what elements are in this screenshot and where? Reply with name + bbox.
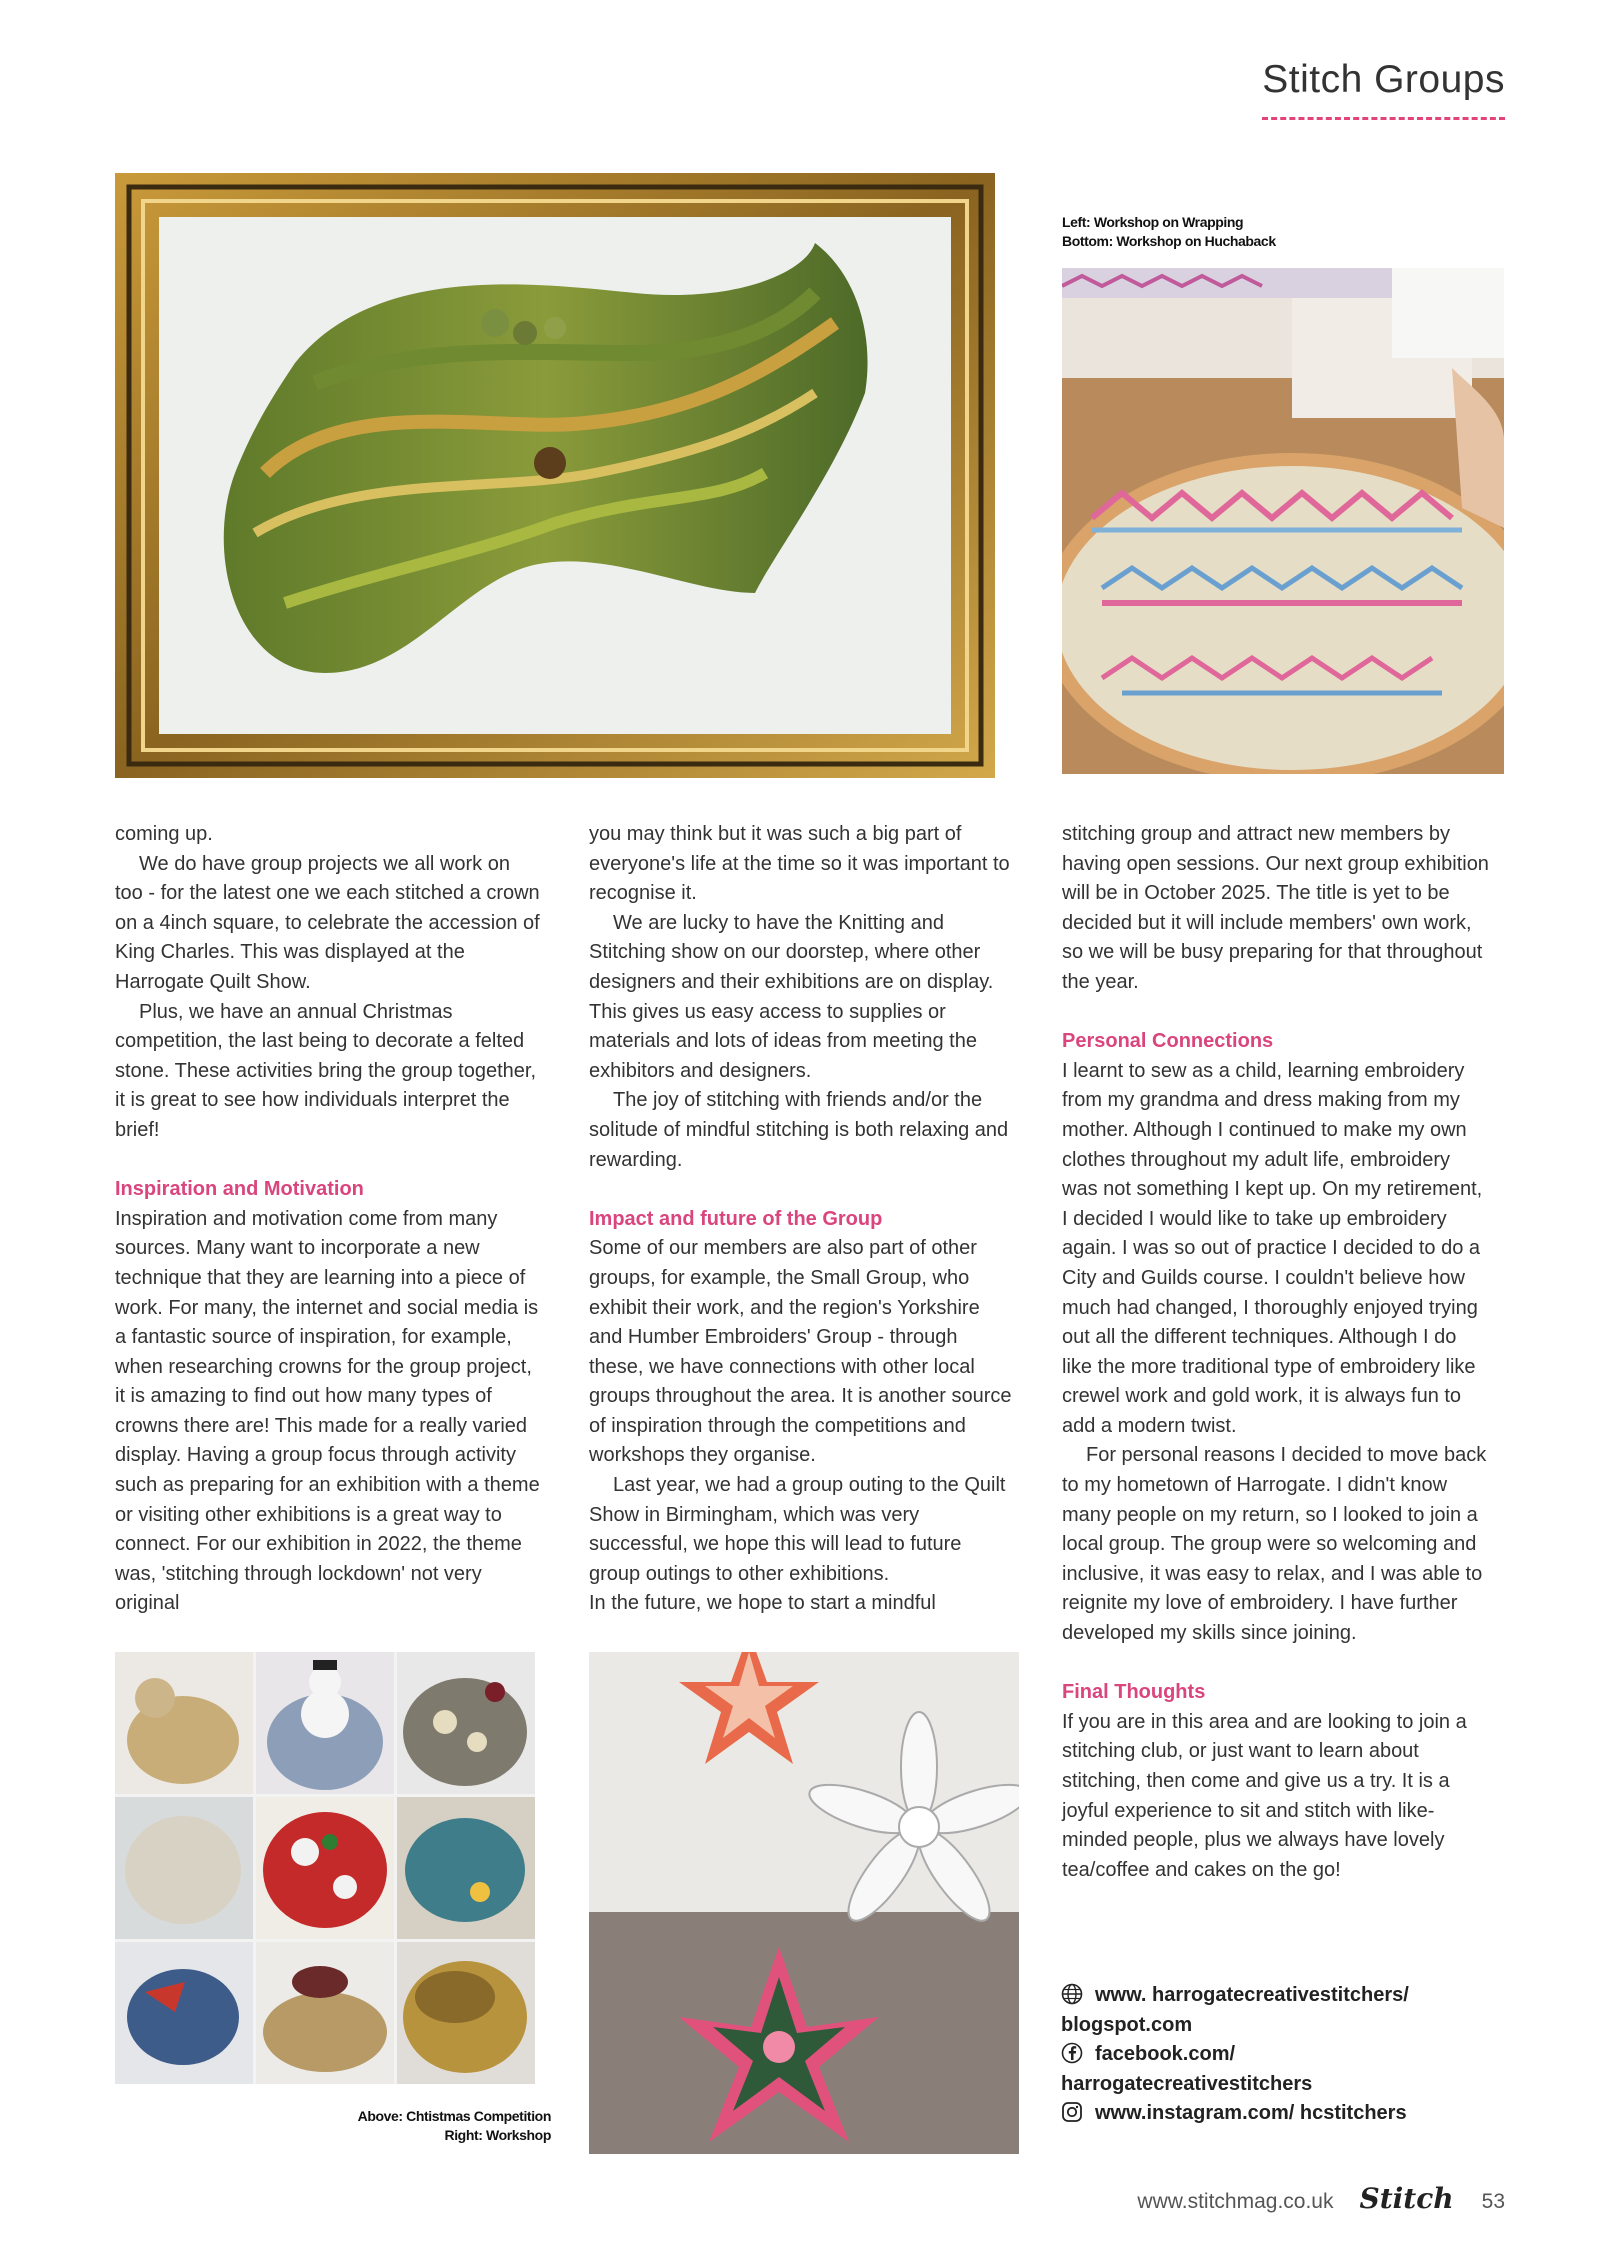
page-number: 53: [1481, 2190, 1505, 2213]
bottom-caption: [115, 2107, 551, 2145]
paragraph: We do have group projects we all work on too - for the latest one we each stitched a crown on a 4inch square, to celebrate the accession of King Charles. This was displayed at the Harrogate Quilt Show.: [115, 852, 540, 993]
paragraph: In the future, we hope to start a mindful: [589, 1592, 936, 1615]
instagram-url: www.instagram.com/ hcstitchers: [1095, 2102, 1407, 2125]
caption-line: Left: Workshop on Wrapping: [1062, 214, 1244, 230]
facebook-link[interactable]: [1061, 2040, 1501, 2099]
section-title: Stitch Groups: [1262, 58, 1505, 101]
caption-line: Above: Chtistmas Competition: [357, 2108, 551, 2124]
paragraph: We are lucky to have the Knitting and Stitching show on our doorstep, where other designers and their exhibitions are on display. This gives us easy access to supplies or materials and lots of ideas from meeting the exhibitors and designers.: [589, 911, 994, 1082]
page-footer: [1137, 2182, 1505, 2215]
facebook-url-line2: harrogatecreativestitchers: [1061, 2072, 1313, 2095]
subheading: Personal Connections: [1062, 1030, 1274, 1053]
christmas-competition-photo: [115, 1652, 535, 2084]
website-url-line1: www. harrogatecreativestitchers/: [1095, 1984, 1409, 2006]
caption-line: Bottom: Workshop on Huchaback: [1062, 233, 1276, 249]
instagram-link[interactable]: [1061, 2099, 1501, 2129]
paragraph: Some of our members are also part of other groups, for example, the Small Group, who exhibit their work, and the region's Yorkshire and Humber Embroiders' Group - through these, we have connections with other local groups throughout the area. It is another source of inspiration through the competitions and workshops they organise.: [589, 1237, 1012, 1467]
paragraph: Inspiration and motivation come from many sources. Many want to incorporate a new technique that they are learning into a piece of work. For many, the internet and social media is a fantastic source of inspiration, for example, when researching crowns for the group project, it is amazing to find out how many types of crowns there are! This made for a really varied display. Having a group focus through activity such as preparing for an exhibition with a theme or visiting other exhibitions is a great way to connect. For our exhibition in 2022, the theme was, 'stitching through lockdown' not very original: [115, 1207, 540, 1615]
website-url-line2: blogspot.com: [1061, 2013, 1193, 2036]
top-right-caption: [1062, 213, 1276, 251]
subheading: Final Thoughts: [1062, 1681, 1206, 1704]
paragraph: I learnt to sew as a child, learning embroidery from my grandma and dress making from my mother. Although I continued to make my own clothes throughout my adult life, embroidery was not something I kept up. On my retirement, I decided I would like to take up embroidery again. I was so out of practice I decided to do a City and Guilds course. I couldn't believe how much had changed, I thoroughly enjoyed trying out all the different techniques. Although I do like the more traditional type of embroidery like crewel work and gold work, it is always fun to add a modern twist.: [1062, 1059, 1483, 1437]
website-link[interactable]: [1061, 1981, 1501, 2040]
facebook-url-line1: facebook.com/: [1095, 2043, 1236, 2066]
contact-links: [1061, 1981, 1501, 2129]
facebook-icon: [1061, 2042, 1083, 2064]
paragraph: Plus, we have an annual Christmas competition, the last being to decorate a felted stone. These activities bring the group together, it is great to see how individuals interpret the brief!: [115, 1000, 537, 1141]
globe-icon: [1061, 1983, 1083, 2005]
paragraph: The joy of stitching with friends and/or the solitude of mindful stitching is both relaxing and rewarding.: [589, 1089, 1009, 1171]
workshop-photo: [589, 1652, 1019, 2154]
magazine-logo: Stitch: [1359, 2182, 1454, 2215]
paragraph: stitching group and attract new members by having open sessions. Our next group exhibition will be in October 2025. The title is yet to be decided but it will include members' own work, so we will be busy preparing for that throughout the year.: [1062, 823, 1489, 993]
section-divider: [1262, 117, 1505, 120]
column-1: [115, 820, 543, 1619]
subheading: Impact and future of the Group: [589, 1207, 883, 1230]
caption-line: Right: Workshop: [444, 2127, 551, 2143]
paragraph: For personal reasons I decided to move back to my hometown of Harrogate. I didn't know many people on my return, so I looked to join a local group. The group were so welcoming and inclusive, it was easy to relax, and I was able to reignite my love of embroidery. I have further developed my skills since joining.: [1062, 1444, 1487, 1645]
paragraph: If you are in this area and are looking to join a stitching club, or just want to learn about stitching, then come and give us a try. It is a joyful experience to sit and stitch with like-minded people, plus we always have lovely tea/coffee and cakes on the go!: [1062, 1710, 1467, 1881]
paragraph: you may think but it was such a big part of everyone's life at the time so it was important to recognise it.: [589, 823, 1010, 905]
footer-url[interactable]: www.stitchmag.co.uk: [1137, 2190, 1334, 2213]
paragraph: Last year, we had a group outing to the Quilt Show in Birmingham, which was very successful, we hope this will lead to future group outings to other exhibitions.: [589, 1474, 1006, 1585]
paragraph: coming up.: [115, 823, 213, 845]
column-3: [1062, 820, 1490, 1885]
column-2: [589, 820, 1017, 1619]
instagram-icon: [1061, 2101, 1083, 2123]
huckaback-workshop-photo: [1062, 268, 1504, 774]
subheading: Inspiration and Motivation: [115, 1178, 364, 1201]
framed-embroidery-photo: [115, 173, 995, 778]
